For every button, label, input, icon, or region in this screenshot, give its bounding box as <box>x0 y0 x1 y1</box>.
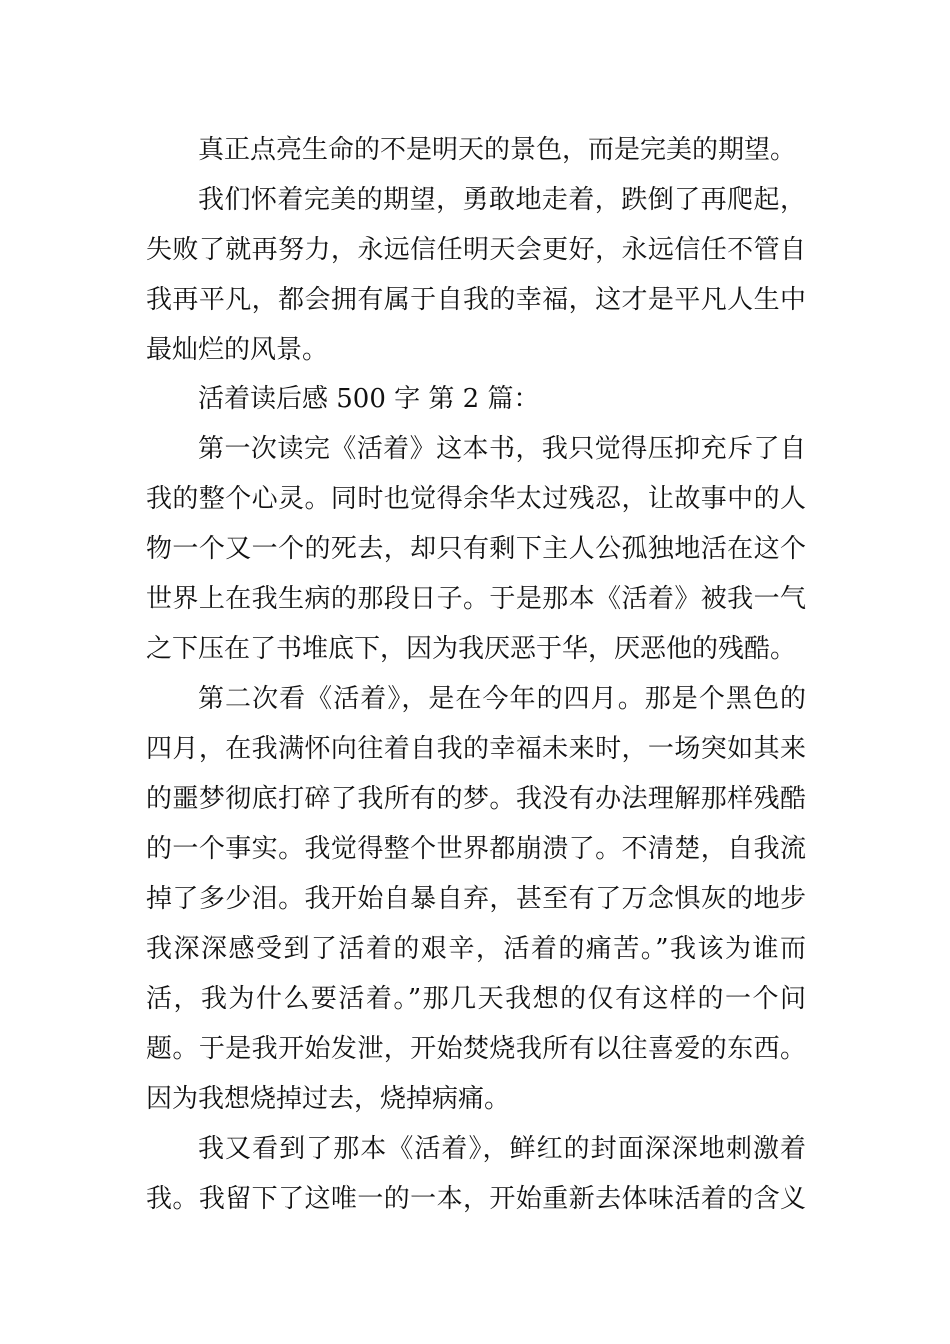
section-heading: 活着读后感 500 字 第 2 篇： <box>198 384 540 414</box>
text-line: 四月，在我满怀向往着自我的幸福未来时，一场突如其来 <box>146 734 806 764</box>
text-line: 我。我留下了这唯一的一本，开始重新去体味活着的含义 <box>146 1184 806 1214</box>
text-line: 失败了就再努力，永远信任明天会更好，永远信任不管自 <box>146 235 806 265</box>
text-line: 我们怀着完美的期望，勇敢地走着，跌倒了再爬起， <box>198 185 806 215</box>
text-line: 世界上在我生病的那段日子。于是那本《活着》被我一气 <box>146 584 806 614</box>
text-line: 我深深感受到了活着的艰辛，活着的痛苦。”我该为谁而 <box>146 934 806 964</box>
text-line: 我的整个心灵。同时也觉得余华太过残忍，让故事中的人 <box>146 484 806 514</box>
text-line: 第一次读完《活着》这本书，我只觉得压抑充斥了自 <box>198 434 806 464</box>
text-line: 第二次看《活着》，是在今年的四月。那是个黑色的 <box>198 684 806 714</box>
text-line: 物一个又一个的死去，却只有剩下主人公孤独地活在这个 <box>146 534 806 564</box>
text-line: 真正点亮生命的不是明天的景色，而是完美的期望。 <box>198 135 797 165</box>
text-line: 最灿烂的风景。 <box>146 335 329 365</box>
text-line: 活，我为什么要活着。”那几天我想的仅有这样的一个问 <box>146 984 806 1014</box>
text-line: 的噩梦彻底打碎了我所有的梦。我没有办法理解那样残酷 <box>146 784 806 814</box>
text-line: 我再平凡，都会拥有属于自我的幸福，这才是平凡人生中 <box>146 285 806 315</box>
text-line: 掉了多少泪。我开始自暴自弃，甚至有了万念惧灰的地步 <box>146 884 806 914</box>
text-line: 因为我想烧掉过去，烧掉病痛。 <box>146 1084 511 1114</box>
text-line: 之下压在了书堆底下，因为我厌恶于华，厌恶他的残酷。 <box>146 634 797 664</box>
text-line: 我又看到了那本《活着》，鲜红的封面深深地刺激着 <box>198 1134 806 1164</box>
text-line: 题。于是我开始发泄，开始焚烧我所有以往喜爱的东西。 <box>146 1034 806 1064</box>
text-line: 的一个事实。我觉得整个世界都崩溃了。不清楚，自我流 <box>146 834 806 864</box>
